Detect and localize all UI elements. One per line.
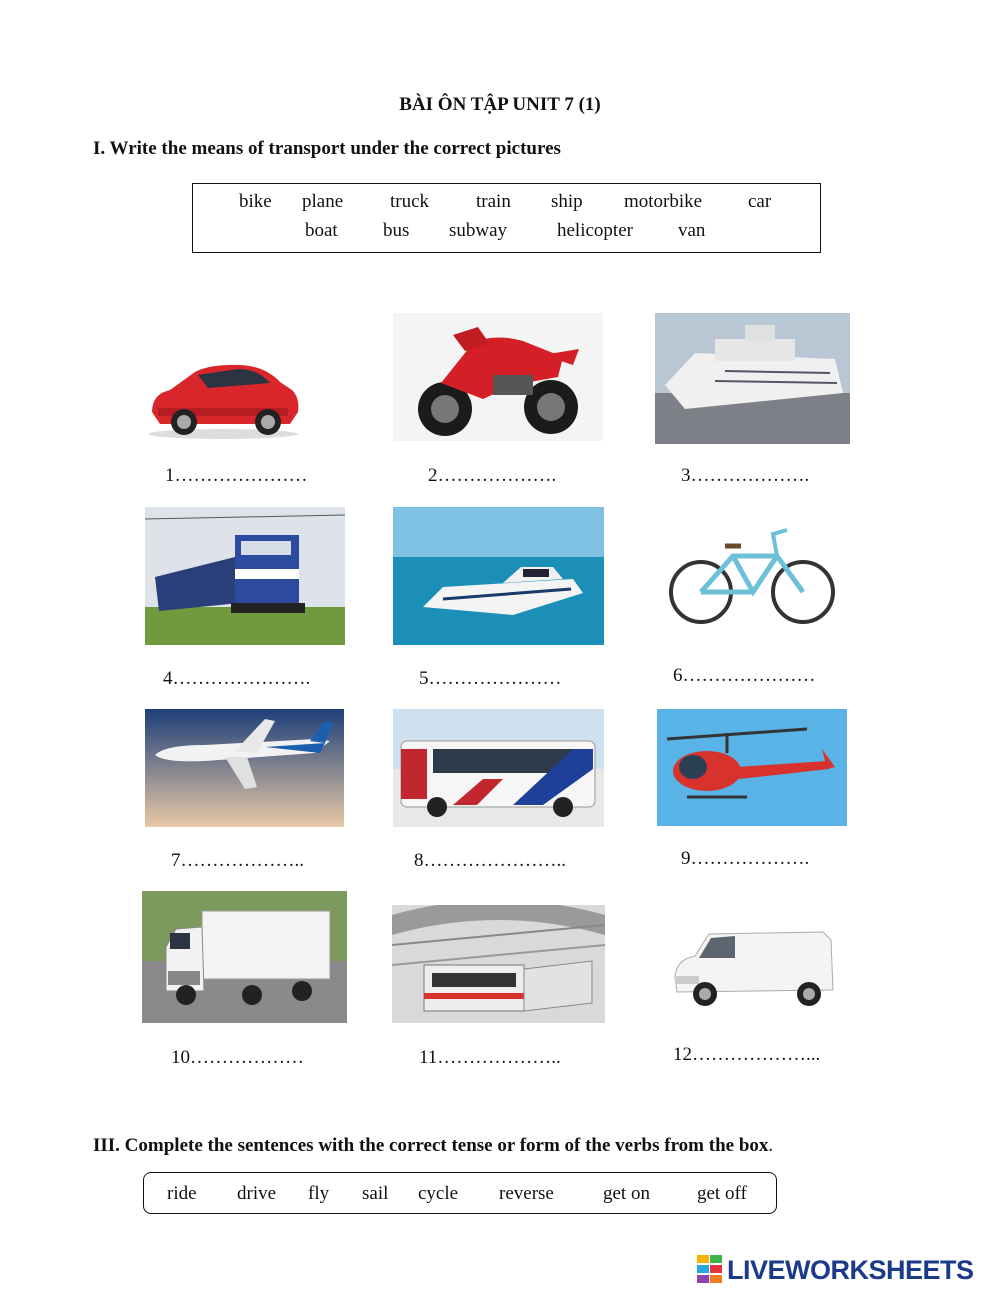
word-bus: bus xyxy=(383,220,410,241)
verb-drive: drive xyxy=(237,1183,277,1204)
picture-airplane xyxy=(145,709,344,827)
picture-ship xyxy=(655,313,850,444)
section-3-heading-period: . xyxy=(768,1135,774,1156)
blank-3[interactable]: 3………………. xyxy=(681,465,810,486)
verb-get-off: get off xyxy=(697,1183,747,1204)
word-helicopter: helicopter xyxy=(557,220,633,241)
blank-8[interactable]: 8………………….. xyxy=(414,850,566,871)
picture-bus xyxy=(393,709,604,827)
liveworksheets-logo xyxy=(697,1255,995,1285)
word-van: van xyxy=(678,220,706,241)
picture-van xyxy=(665,920,837,1020)
logo-blocks-icon xyxy=(697,1255,723,1283)
blank-6[interactable]: 6………………… xyxy=(673,665,816,686)
section-3-heading-text: III. Complete the sentences with the correct tense or form of the verbs from the box xyxy=(93,1135,769,1156)
word-truck: truck xyxy=(390,191,430,212)
blank-4[interactable]: 4…………………. xyxy=(163,668,311,689)
logo-text: LIVEWORKSHEETS xyxy=(727,1255,974,1285)
word-subway: subway xyxy=(449,220,508,241)
picture-boat xyxy=(393,507,604,645)
picture-train xyxy=(145,507,345,645)
section-1-heading: I. Write the means of transport under the correct pictures xyxy=(93,138,561,159)
blank-10[interactable]: 10……………… xyxy=(171,1047,304,1068)
verb-reverse: reverse xyxy=(499,1183,554,1204)
section-3-heading xyxy=(93,1135,773,1157)
blank-5[interactable]: 5………………… xyxy=(419,668,562,689)
blank-2[interactable]: 2………………. xyxy=(428,465,557,486)
picture-subway xyxy=(392,905,605,1023)
verb-sail: sail xyxy=(362,1183,389,1204)
picture-bicycle xyxy=(667,524,837,628)
word-box-verbs xyxy=(143,1172,777,1214)
word-bike: bike xyxy=(239,191,272,212)
picture-truck xyxy=(142,891,347,1023)
verb-get-on: get on xyxy=(603,1183,650,1204)
blank-7[interactable]: 7……………….. xyxy=(171,850,304,871)
picture-helicopter xyxy=(657,709,847,826)
blank-9[interactable]: 9………………. xyxy=(681,848,810,869)
word-motorbike: motorbike xyxy=(624,191,703,212)
word-box-transport xyxy=(192,183,821,253)
picture-car xyxy=(140,350,306,442)
blank-12[interactable]: 12………………... xyxy=(673,1044,821,1065)
verb-fly: fly xyxy=(308,1183,330,1204)
blank-1[interactable]: 1………………… xyxy=(165,465,308,486)
word-ship: ship xyxy=(551,191,583,212)
picture-motorbike xyxy=(393,313,603,441)
word-plane: plane xyxy=(302,191,344,212)
verb-ride: ride xyxy=(167,1183,197,1204)
word-car: car xyxy=(748,191,772,212)
page-title: BÀI ÔN TẬP UNIT 7 (1) xyxy=(399,94,601,115)
word-train: train xyxy=(476,191,511,212)
blank-11[interactable]: 11……………….. xyxy=(419,1047,561,1068)
verb-cycle: cycle xyxy=(418,1183,459,1204)
word-boat: boat xyxy=(305,220,338,241)
